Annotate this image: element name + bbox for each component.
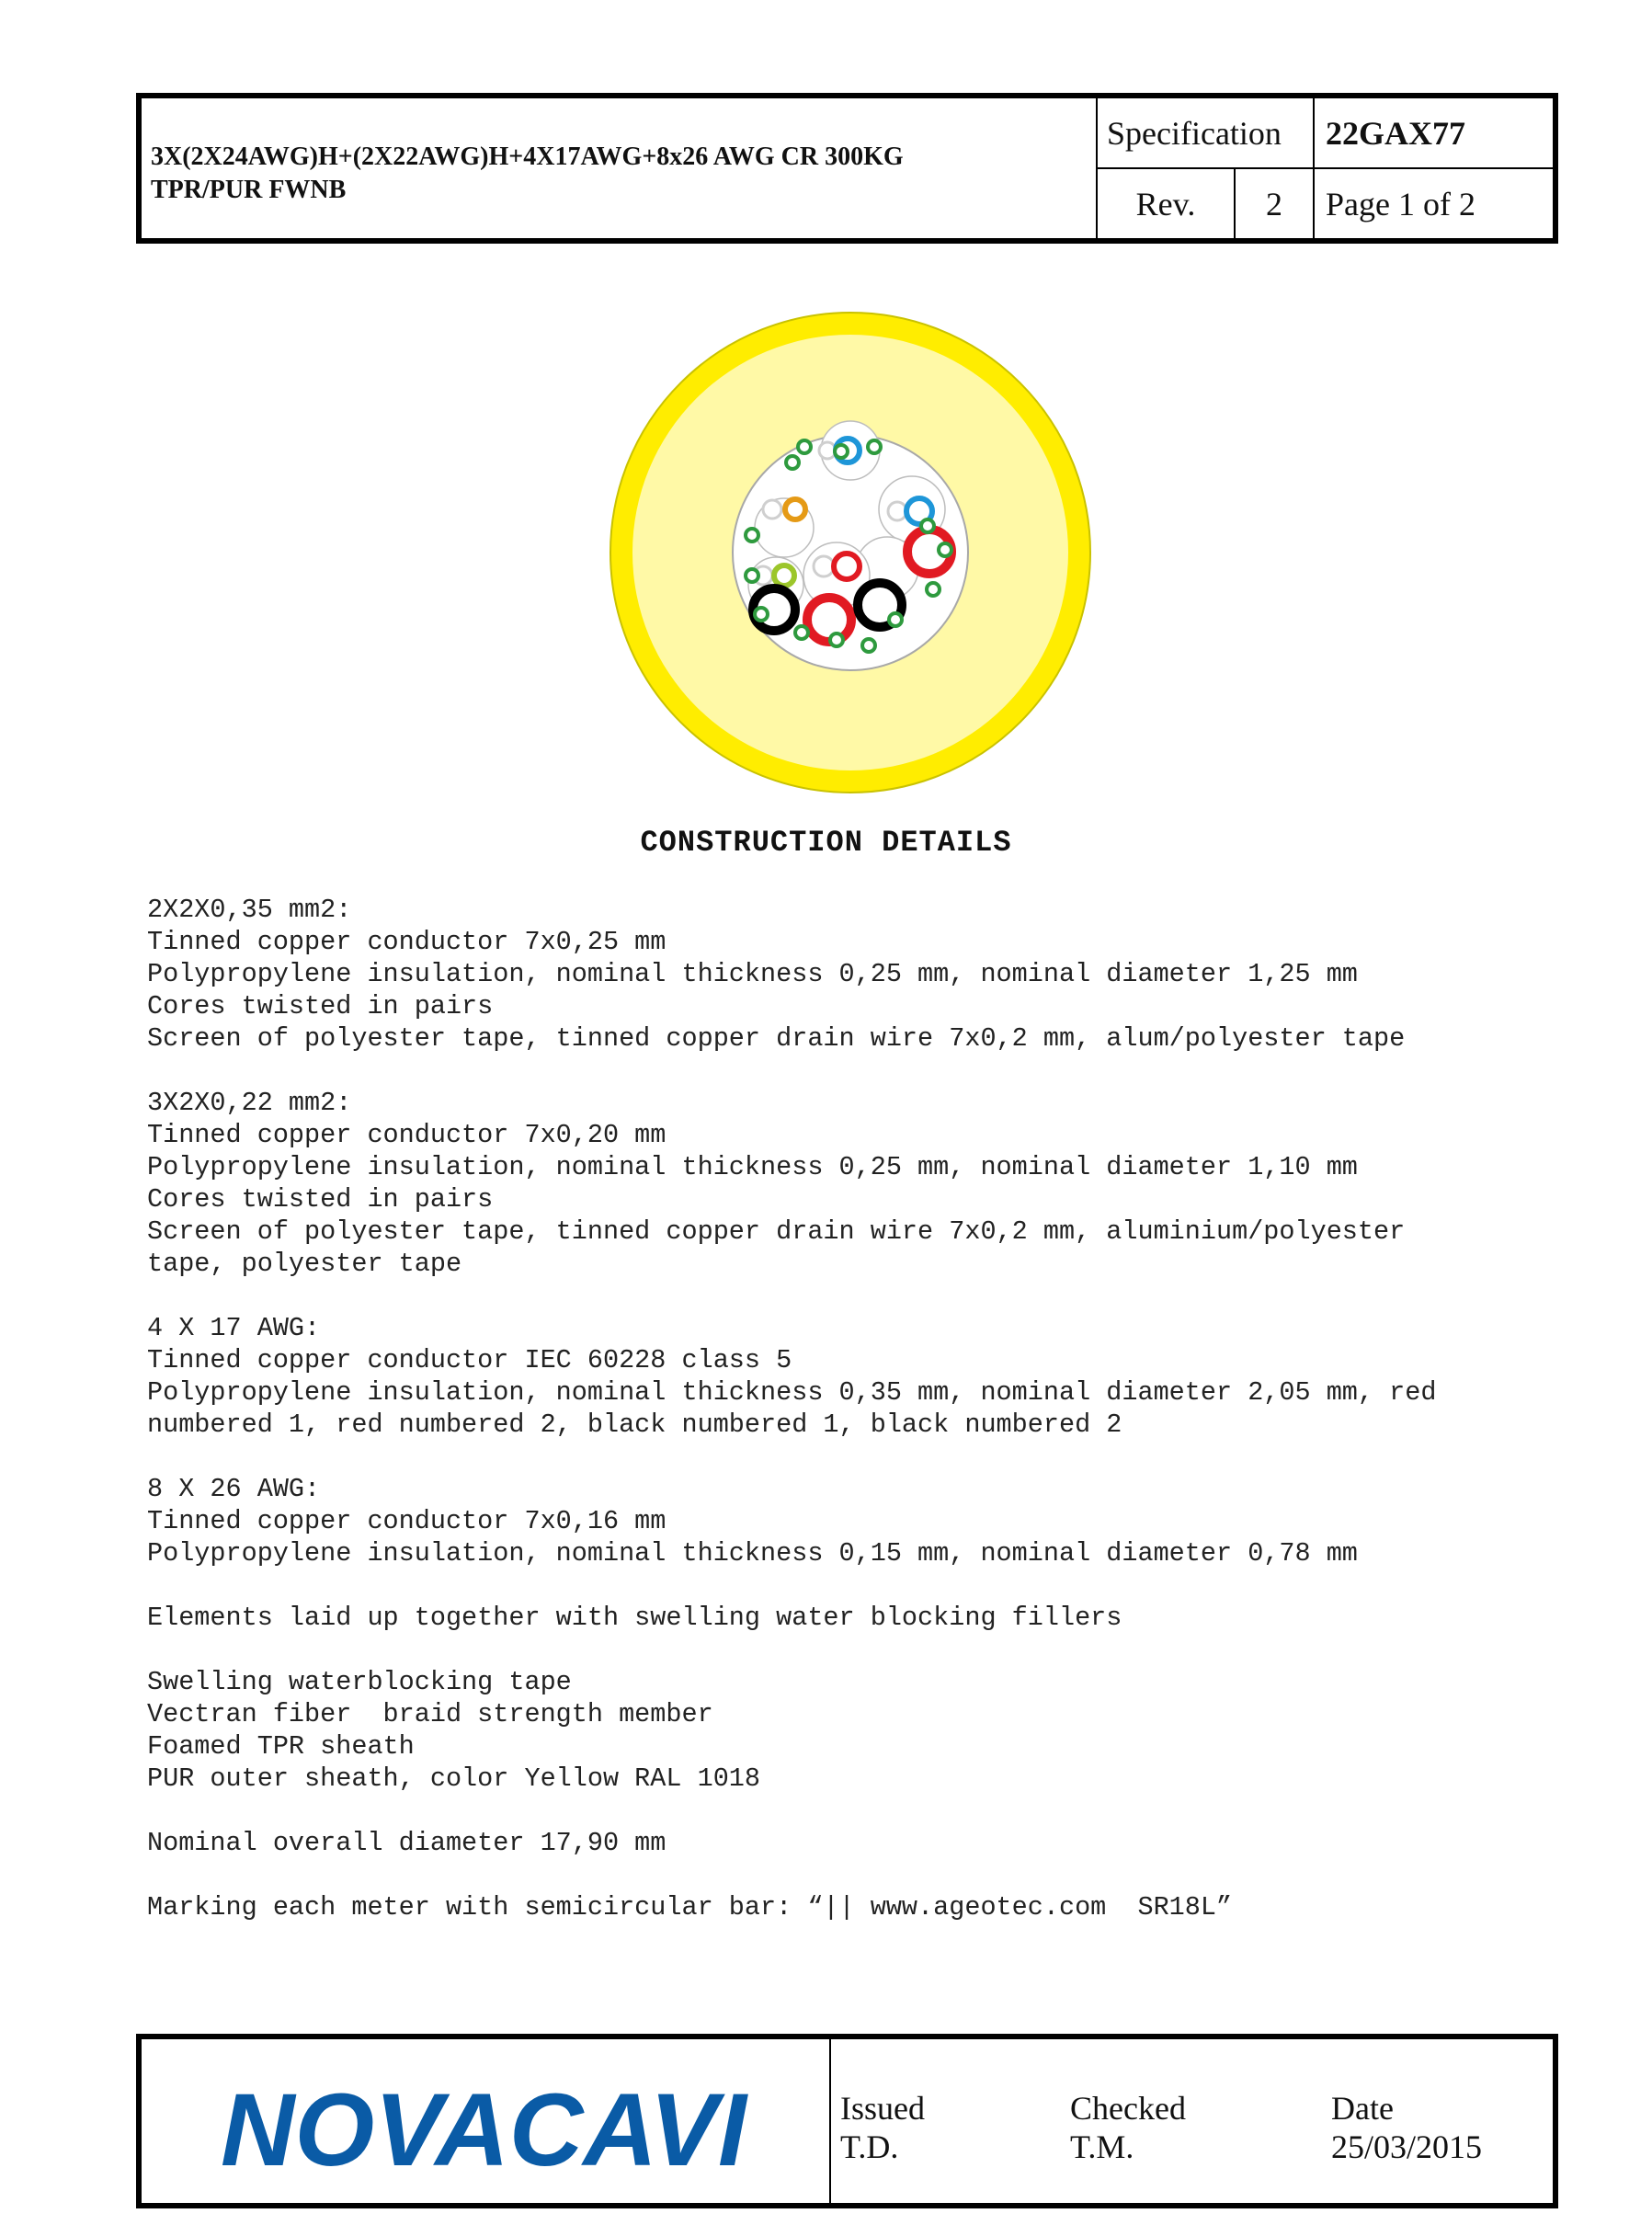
detail-line: Tinned copper conductor 7x0,16 mm — [147, 1506, 666, 1536]
issued-column — [840, 2089, 925, 2166]
page-indicator: Page 1 of 2 — [1326, 185, 1475, 222]
detail-line: 3X2X0,22 mm2: — [147, 1088, 352, 1118]
detail-line: Polypropylene insulation, nominal thickness 0,35 mm, nominal diameter 2,05 mm, red — [147, 1377, 1437, 1408]
small-core — [927, 583, 940, 596]
detail-paragraph — [147, 1473, 1581, 1569]
spec-code: 22GAX77 — [1326, 114, 1465, 152]
detail-paragraph — [147, 1891, 1581, 1923]
detail-line: tape, polyester tape — [147, 1249, 462, 1279]
pair-core — [834, 553, 860, 579]
rev-number: 2 — [1236, 169, 1315, 238]
small-core — [786, 456, 799, 469]
checked-label: Checked — [1070, 2090, 1186, 2127]
power-core-red — [807, 598, 851, 642]
detail-paragraph — [147, 894, 1581, 1055]
detail-line: Vectran fiber braid strength member — [147, 1699, 713, 1729]
header-meta — [1098, 98, 1553, 238]
checked-column — [1070, 2089, 1186, 2166]
logo-text: NOVACAVI — [221, 2072, 749, 2187]
detail-line: Polypropylene insulation, nominal thickness 0,25 mm, nominal diameter 1,10 mm — [147, 1152, 1358, 1182]
detail-line: Elements laid up together with swelling water blocking fillers — [147, 1603, 1122, 1633]
date-label: Date — [1331, 2090, 1394, 2127]
detail-line: PUR outer sheath, color Yellow RAL 1018 — [147, 1763, 761, 1794]
detail-line: Nominal overall diameter 17,90 mm — [147, 1828, 666, 1858]
cable-title-line1: 3X(2X24AWG)H+(2X22AWG)H+4X17AWG+8x26 AWG CR 300KG — [151, 143, 904, 171]
detail-line: Screen of polyester tape, tinned copper drain wire 7x0,2 mm, aluminium/polyester — [147, 1216, 1406, 1247]
checked-value: T.M. — [1070, 2128, 1134, 2165]
detail-line: 8 X 26 AWG: — [147, 1474, 321, 1504]
pair-core — [763, 500, 781, 519]
small-core — [746, 529, 758, 542]
detail-line: Cores twisted in pairs — [147, 1184, 494, 1215]
detail-line: 2X2X0,35 mm2: — [147, 895, 352, 925]
date-value: 25/03/2015 — [1331, 2128, 1483, 2165]
detail-line: Marking each meter with semicircular bar: “|| www.ageotec.com SR18L” — [147, 1892, 1233, 1923]
detail-line: Polypropylene insulation, nominal thickness 0,15 mm, nominal diameter 0,78 mm — [147, 1538, 1358, 1569]
small-core — [921, 519, 934, 532]
small-core — [835, 445, 848, 458]
small-core — [746, 569, 758, 582]
rev-row — [1098, 167, 1553, 238]
novacavi-logo — [142, 2039, 826, 2203]
spec-row — [1098, 98, 1553, 167]
section-title: CONSTRUCTION DETAILS — [640, 826, 1012, 860]
approval-block — [831, 2039, 1553, 2203]
small-core — [830, 633, 843, 646]
detail-line: Screen of polyester tape, tinned copper drain wire 7x0,2 mm, alum/polyester tape — [147, 1023, 1406, 1054]
pair-core — [785, 499, 805, 519]
small-core — [862, 639, 875, 652]
footer-table — [136, 2034, 1558, 2208]
detail-paragraph — [147, 1602, 1581, 1634]
small-core — [889, 613, 902, 626]
detail-paragraph — [147, 1312, 1581, 1441]
detail-paragraph — [147, 1666, 1581, 1795]
detail-line: numbered 1, red numbered 2, black numbered 1, black numbered 2 — [147, 1409, 1122, 1440]
small-core — [939, 543, 951, 556]
spec-label: Specification — [1098, 98, 1315, 167]
detail-paragraph — [147, 1087, 1581, 1280]
detail-line: Swelling waterblocking tape — [147, 1667, 572, 1697]
construction-details — [147, 894, 1581, 1956]
detail-line: Tinned copper conductor 7x0,20 mm — [147, 1120, 666, 1150]
detail-line: Tinned copper conductor 7x0,25 mm — [147, 927, 666, 957]
issued-label: Issued — [840, 2090, 925, 2127]
detail-line: Tinned copper conductor IEC 60228 class 5 — [147, 1345, 792, 1375]
cable-cross-section — [607, 309, 1094, 796]
company-logo-cell — [142, 2039, 831, 2203]
cable-title-line2: TPR/PUR FWNB — [151, 176, 347, 204]
detail-line: Cores twisted in pairs — [147, 991, 494, 1021]
header-table — [136, 93, 1558, 244]
small-core — [868, 440, 881, 453]
rev-label: Rev. — [1098, 169, 1236, 238]
cable-title — [142, 98, 1098, 238]
small-core — [798, 440, 811, 453]
detail-paragraph — [147, 1827, 1581, 1859]
small-core — [795, 626, 808, 639]
small-core — [755, 608, 768, 621]
detail-line: Polypropylene insulation, nominal thickness 0,25 mm, nominal diameter 1,25 mm — [147, 959, 1358, 989]
detail-line: Foamed TPR sheath — [147, 1731, 415, 1762]
date-column — [1331, 2089, 1482, 2166]
issued-value: T.D. — [840, 2128, 899, 2165]
pair-core — [814, 556, 834, 576]
detail-line: 4 X 17 AWG: — [147, 1313, 321, 1343]
pair-core — [774, 565, 794, 586]
